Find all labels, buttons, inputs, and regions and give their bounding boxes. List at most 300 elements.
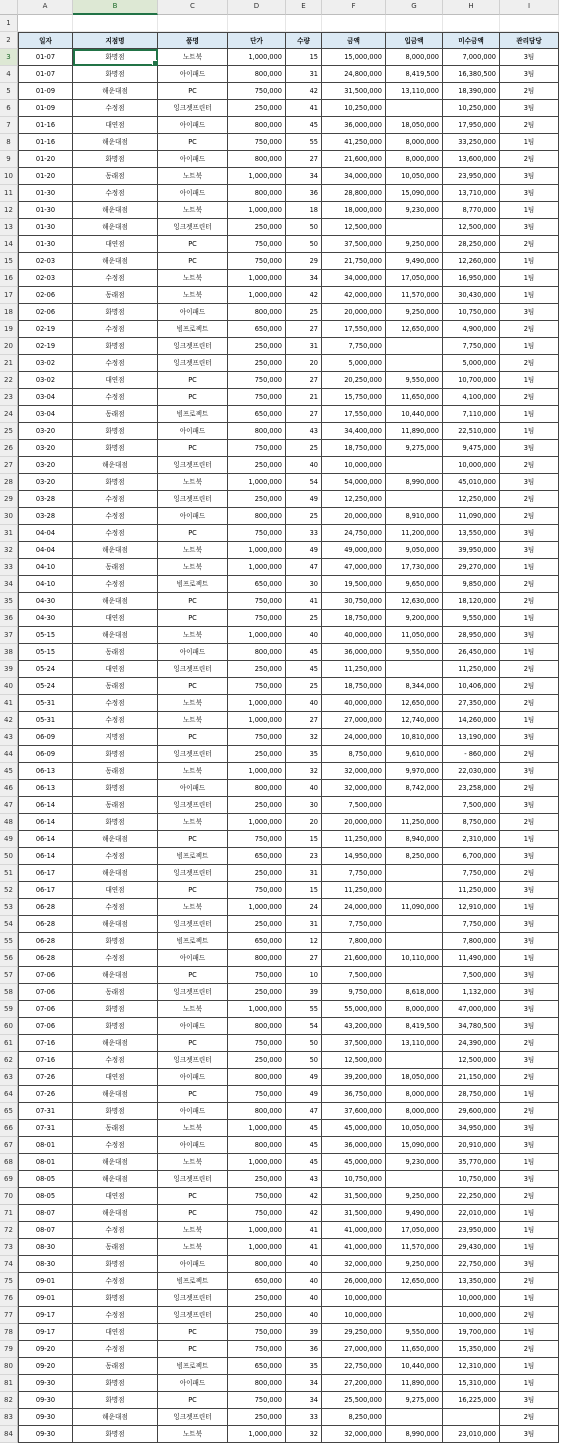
table-cell[interactable]: 750,000 [228, 440, 286, 457]
table-cell[interactable]: 800,000 [228, 644, 286, 661]
table-cell[interactable]: 35 [286, 746, 322, 763]
table-cell[interactable]: 1,000,000 [228, 763, 286, 780]
table-cell[interactable]: 2팀 [500, 117, 559, 134]
table-cell[interactable]: 5,000,000 [443, 355, 500, 372]
table-cell[interactable]: 2팀 [500, 457, 559, 474]
table-cell[interactable]: 05-15 [18, 644, 73, 661]
row-number[interactable]: 78 [0, 1324, 18, 1341]
table-cell[interactable]: 2팀 [500, 1409, 559, 1426]
table-cell[interactable]: 08-07 [18, 1205, 73, 1222]
table-cell[interactable]: 40 [286, 1256, 322, 1273]
table-cell[interactable]: 해운대점 [73, 202, 158, 219]
table-cell[interactable]: 아이패드 [158, 423, 228, 440]
table-cell[interactable]: 750,000 [228, 253, 286, 270]
table-cell[interactable]: 750,000 [228, 729, 286, 746]
row-number[interactable]: 9 [0, 151, 18, 168]
table-cell[interactable]: 47 [286, 1103, 322, 1120]
table-cell[interactable]: 01-07 [18, 66, 73, 83]
row-number[interactable]: 40 [0, 678, 18, 695]
table-cell[interactable]: 42 [286, 1188, 322, 1205]
table-cell[interactable]: 2팀 [500, 695, 559, 712]
table-cell[interactable]: 화명점 [73, 440, 158, 457]
table-cell[interactable]: 37,500,000 [322, 1035, 386, 1052]
table-cell[interactable]: 화명점 [73, 151, 158, 168]
table-cell[interactable]: 28,800,000 [322, 185, 386, 202]
table-cell[interactable]: 3팀 [500, 49, 559, 66]
table-cell[interactable]: 13,350,000 [443, 1273, 500, 1290]
table-cell[interactable] [386, 219, 443, 236]
table-cell[interactable]: 대연점 [73, 1324, 158, 1341]
table-cell[interactable]: 화명점 [73, 474, 158, 491]
table-cell[interactable]: 12,630,000 [386, 593, 443, 610]
table-cell[interactable]: 25,500,000 [322, 1392, 386, 1409]
table-cell[interactable]: 10,440,000 [386, 406, 443, 423]
row-number[interactable]: 12 [0, 202, 18, 219]
table-cell[interactable]: 4,100,000 [443, 389, 500, 406]
table-cell[interactable]: 42 [286, 83, 322, 100]
table-cell[interactable]: 20,250,000 [322, 372, 386, 389]
table-cell[interactable]: 47,000,000 [443, 1001, 500, 1018]
table-cell[interactable]: 01-30 [18, 236, 73, 253]
table-cell[interactable]: 3팀 [500, 1137, 559, 1154]
table-cell[interactable]: 12,500,000 [443, 219, 500, 236]
table-cell[interactable]: 잉크젯프린터 [158, 797, 228, 814]
table-cell[interactable]: 화명점 [73, 49, 158, 66]
table-cell[interactable]: 08-01 [18, 1154, 73, 1171]
table-cell[interactable]: 49 [286, 542, 322, 559]
table-cell[interactable]: 1,000,000 [228, 559, 286, 576]
table-cell[interactable]: 25 [286, 440, 322, 457]
table-cell[interactable] [386, 916, 443, 933]
table-cell[interactable]: 19,700,000 [443, 1324, 500, 1341]
table-cell[interactable]: 동래점 [73, 797, 158, 814]
table-cell[interactable] [386, 355, 443, 372]
table-cell[interactable]: 30 [286, 576, 322, 593]
table-cell[interactable]: 03-20 [18, 423, 73, 440]
table-cell[interactable]: 7,750,000 [322, 865, 386, 882]
table-cell[interactable]: 17,950,000 [443, 117, 500, 134]
table-cell[interactable]: 36 [286, 1341, 322, 1358]
row-number[interactable]: 3 [0, 49, 18, 66]
table-cell[interactable]: 잉크젯프린터 [158, 355, 228, 372]
table-cell[interactable]: 27 [286, 950, 322, 967]
table-cell[interactable]: 250,000 [228, 457, 286, 474]
table-cell[interactable]: 14,260,000 [443, 712, 500, 729]
table-cell[interactable]: 3팀 [500, 440, 559, 457]
table-cell[interactable]: 잉크젯프린터 [158, 746, 228, 763]
table-cell[interactable]: 01-07 [18, 49, 73, 66]
table-cell[interactable]: 수정점 [73, 1052, 158, 1069]
table-cell[interactable]: 45 [286, 1154, 322, 1171]
table-cell[interactable]: 45,000,000 [322, 1154, 386, 1171]
table-cell[interactable]: 24,390,000 [443, 1035, 500, 1052]
table-cell[interactable]: 03-28 [18, 491, 73, 508]
table-cell[interactable]: 2팀 [500, 678, 559, 695]
row-number[interactable]: 82 [0, 1392, 18, 1409]
row-number[interactable]: 10 [0, 168, 18, 185]
table-cell[interactable]: 수정점 [73, 491, 158, 508]
table-cell[interactable]: 대연점 [73, 372, 158, 389]
empty-cell[interactable] [500, 15, 559, 32]
table-cell[interactable]: 29,430,000 [443, 1239, 500, 1256]
table-cell[interactable]: 250,000 [228, 865, 286, 882]
table-cell[interactable]: 1팀 [500, 1086, 559, 1103]
table-cell[interactable]: 45 [286, 661, 322, 678]
empty-cell[interactable] [443, 15, 500, 32]
table-cell[interactable]: 21,750,000 [322, 253, 386, 270]
table-cell[interactable]: 해운대점 [73, 253, 158, 270]
row-number[interactable]: 84 [0, 1426, 18, 1443]
table-cell[interactable]: 33 [286, 525, 322, 542]
table-cell[interactable]: 27,200,000 [322, 1375, 386, 1392]
table-cell[interactable]: 24,750,000 [322, 525, 386, 542]
table-cell[interactable]: 동래점 [73, 644, 158, 661]
table-cell[interactable]: 16,225,000 [443, 1392, 500, 1409]
table-cell[interactable]: 31,500,000 [322, 83, 386, 100]
table-cell[interactable]: 2팀 [500, 236, 559, 253]
table-cell[interactable]: 7,500,000 [322, 967, 386, 984]
table-cell[interactable]: 1,000,000 [228, 1222, 286, 1239]
table-cell[interactable]: 3팀 [500, 1001, 559, 1018]
table-cell[interactable]: 1,000,000 [228, 542, 286, 559]
table-cell[interactable]: 800,000 [228, 780, 286, 797]
table-cell[interactable]: 대연점 [73, 661, 158, 678]
table-cell[interactable]: 아이패드 [158, 1256, 228, 1273]
table-cell[interactable]: 노트북 [158, 1120, 228, 1137]
row-number[interactable]: 38 [0, 644, 18, 661]
table-cell[interactable]: 750,000 [228, 372, 286, 389]
table-cell[interactable]: 25 [286, 508, 322, 525]
table-cell[interactable]: 27,000,000 [322, 712, 386, 729]
table-cell[interactable]: 17,730,000 [386, 559, 443, 576]
table-cell[interactable]: 1,000,000 [228, 627, 286, 644]
row-number[interactable]: 32 [0, 542, 18, 559]
table-cell[interactable]: 7,750,000 [443, 916, 500, 933]
table-cell[interactable]: 잉크젯프린터 [158, 916, 228, 933]
table-cell[interactable]: 22,510,000 [443, 423, 500, 440]
table-cell[interactable]: 7,500,000 [443, 797, 500, 814]
table-cell[interactable]: 12,250,000 [443, 491, 500, 508]
table-cell[interactable]: 1팀 [500, 1358, 559, 1375]
table-cell[interactable]: 수정점 [73, 1222, 158, 1239]
row-number[interactable]: 15 [0, 253, 18, 270]
table-cell[interactable]: 45 [286, 117, 322, 134]
table-cell[interactable]: 1팀 [500, 253, 559, 270]
table-cell[interactable]: 06-13 [18, 780, 73, 797]
table-cell[interactable]: 750,000 [228, 525, 286, 542]
table-cell[interactable]: 잉크젯프린터 [158, 338, 228, 355]
table-cell[interactable]: 03-20 [18, 457, 73, 474]
row-number[interactable]: 23 [0, 389, 18, 406]
table-cell[interactable]: 7,000,000 [443, 49, 500, 66]
table-cell[interactable]: 수정점 [73, 1341, 158, 1358]
row-number[interactable]: 34 [0, 576, 18, 593]
table-cell[interactable]: 1,000,000 [228, 270, 286, 287]
table-cell[interactable]: 23,950,000 [443, 1222, 500, 1239]
table-cell[interactable]: 2팀 [500, 593, 559, 610]
table-cell[interactable]: 34 [286, 270, 322, 287]
table-cell[interactable]: 41 [286, 100, 322, 117]
column-header-e[interactable]: E [286, 0, 322, 15]
table-cell[interactable]: 06-28 [18, 950, 73, 967]
table-cell[interactable]: 750,000 [228, 1324, 286, 1341]
table-cell[interactable]: 노트북 [158, 474, 228, 491]
table-cell[interactable]: 250,000 [228, 1290, 286, 1307]
row-number[interactable]: 8 [0, 134, 18, 151]
table-cell[interactable]: 37,500,000 [322, 236, 386, 253]
table-cell[interactable]: PC [158, 678, 228, 695]
table-cell[interactable]: 09-30 [18, 1426, 73, 1443]
table-cell[interactable]: 해운대점 [73, 593, 158, 610]
table-cell[interactable]: 750,000 [228, 610, 286, 627]
table-cell[interactable]: 7,110,000 [443, 406, 500, 423]
row-number[interactable]: 47 [0, 797, 18, 814]
table-cell[interactable]: 250,000 [228, 1409, 286, 1426]
table-cell[interactable]: 06-14 [18, 814, 73, 831]
row-number[interactable]: 29 [0, 491, 18, 508]
table-cell[interactable]: 7,800,000 [443, 933, 500, 950]
table-cell[interactable]: 06-17 [18, 865, 73, 882]
table-cell[interactable]: 16,950,000 [443, 270, 500, 287]
table-cell[interactable]: 06-17 [18, 882, 73, 899]
table-cell[interactable]: 01-30 [18, 219, 73, 236]
table-cell[interactable]: 9,850,000 [443, 576, 500, 593]
table-cell[interactable]: 10,750,000 [322, 1171, 386, 1188]
row-number[interactable]: 2 [0, 32, 18, 49]
empty-cell[interactable] [386, 15, 443, 32]
table-cell[interactable]: 02-06 [18, 304, 73, 321]
table-cell[interactable]: 수정점 [73, 1273, 158, 1290]
table-cell[interactable]: 9,550,000 [386, 372, 443, 389]
row-number[interactable]: 26 [0, 440, 18, 457]
table-cell[interactable]: 10,250,000 [443, 100, 500, 117]
table-cell[interactable]: 18,000,000 [322, 202, 386, 219]
table-cell[interactable]: 3팀 [500, 542, 559, 559]
column-header-h[interactable]: H [443, 0, 500, 15]
table-cell[interactable]: 06-28 [18, 899, 73, 916]
table-cell[interactable]: 50 [286, 1035, 322, 1052]
table-cell[interactable]: 지명점 [73, 729, 158, 746]
table-cell[interactable]: 대연점 [73, 236, 158, 253]
table-cell[interactable]: 12,310,000 [443, 1358, 500, 1375]
table-cell[interactable]: 24,000,000 [322, 899, 386, 916]
table-cell[interactable]: 29,270,000 [443, 559, 500, 576]
table-cell[interactable]: 해운대점 [73, 83, 158, 100]
table-cell[interactable]: 07-06 [18, 984, 73, 1001]
table-cell[interactable]: 10,440,000 [386, 1358, 443, 1375]
table-cell[interactable]: 9,650,000 [386, 576, 443, 593]
table-cell[interactable]: PC [158, 1086, 228, 1103]
table-cell[interactable]: 8,000,000 [386, 49, 443, 66]
table-cell[interactable]: 대연점 [73, 882, 158, 899]
table-cell[interactable]: 1,132,000 [443, 984, 500, 1001]
table-cell[interactable]: 34,950,000 [443, 1120, 500, 1137]
row-number[interactable]: 62 [0, 1052, 18, 1069]
table-cell[interactable]: 9,970,000 [386, 763, 443, 780]
table-cell[interactable]: 동래점 [73, 1239, 158, 1256]
table-cell[interactable]: 1팀 [500, 1222, 559, 1239]
table-cell[interactable]: 9,490,000 [386, 1205, 443, 1222]
table-cell[interactable]: 2팀 [500, 780, 559, 797]
table-cell[interactable]: 800,000 [228, 185, 286, 202]
table-cell[interactable]: 35 [286, 1358, 322, 1375]
table-cell[interactable]: 27 [286, 321, 322, 338]
table-cell[interactable]: 29,250,000 [322, 1324, 386, 1341]
table-cell[interactable]: 해운대점 [73, 1409, 158, 1426]
table-cell[interactable]: PC [158, 593, 228, 610]
table-cell[interactable]: 잉크젯프린터 [158, 457, 228, 474]
table-cell[interactable]: 수정점 [73, 321, 158, 338]
table-cell[interactable]: 15,090,000 [386, 185, 443, 202]
table-cell[interactable]: 750,000 [228, 83, 286, 100]
table-cell[interactable]: 05-31 [18, 695, 73, 712]
column-header-g[interactable]: G [386, 0, 443, 15]
table-cell[interactable]: 800,000 [228, 66, 286, 83]
row-number[interactable]: 61 [0, 1035, 18, 1052]
table-cell[interactable]: 36,000,000 [322, 1137, 386, 1154]
table-cell[interactable]: 22,750,000 [322, 1358, 386, 1375]
table-cell[interactable]: 8,419,500 [386, 1018, 443, 1035]
table-cell[interactable]: 아이패드 [158, 1375, 228, 1392]
table-cell[interactable]: 02-19 [18, 338, 73, 355]
table-cell[interactable]: PC [158, 525, 228, 542]
table-cell[interactable]: 17,550,000 [322, 321, 386, 338]
row-number[interactable]: 56 [0, 950, 18, 967]
table-cell[interactable]: 3팀 [500, 797, 559, 814]
table-cell[interactable]: 36,000,000 [322, 117, 386, 134]
table-cell[interactable]: 10,110,000 [386, 950, 443, 967]
table-cell[interactable]: 3팀 [500, 1120, 559, 1137]
table-cell[interactable]: 해운대점 [73, 865, 158, 882]
table-cell[interactable]: 1팀 [500, 270, 559, 287]
table-cell[interactable]: 800,000 [228, 1137, 286, 1154]
table-cell[interactable]: 41,000,000 [322, 1222, 386, 1239]
table-cell[interactable]: 2팀 [500, 355, 559, 372]
table-cell[interactable]: 11,200,000 [386, 525, 443, 542]
table-cell[interactable]: 8,940,000 [386, 831, 443, 848]
table-cell[interactable]: 31,500,000 [322, 1205, 386, 1222]
table-cell[interactable]: 화명점 [73, 1001, 158, 1018]
table-cell[interactable]: 1팀 [500, 559, 559, 576]
table-cell[interactable]: 11,570,000 [386, 287, 443, 304]
table-cell[interactable]: 1,000,000 [228, 695, 286, 712]
table-cell[interactable]: 3팀 [500, 627, 559, 644]
table-cell[interactable]: 27 [286, 151, 322, 168]
table-cell[interactable] [386, 491, 443, 508]
table-cell[interactable]: 9,230,000 [386, 202, 443, 219]
table-cell[interactable]: 대연점 [73, 1188, 158, 1205]
table-cell[interactable]: 54,000,000 [322, 474, 386, 491]
table-cell[interactable] [386, 1409, 443, 1426]
table-cell[interactable]: 36,750,000 [322, 1086, 386, 1103]
row-number[interactable]: 37 [0, 627, 18, 644]
table-cell[interactable]: 3팀 [500, 1256, 559, 1273]
table-cell[interactable]: 12,260,000 [443, 253, 500, 270]
table-cell[interactable]: 1팀 [500, 202, 559, 219]
table-cell[interactable]: 28,250,000 [443, 236, 500, 253]
table-cell[interactable]: 18,750,000 [322, 678, 386, 695]
table-cell[interactable]: 1,000,000 [228, 814, 286, 831]
table-cell[interactable] [386, 797, 443, 814]
table-cell[interactable]: 1팀 [500, 1290, 559, 1307]
table-cell[interactable]: 11,250,000 [386, 814, 443, 831]
table-cell[interactable]: 47 [286, 559, 322, 576]
table-cell[interactable]: 해운대점 [73, 627, 158, 644]
row-number[interactable]: 83 [0, 1409, 18, 1426]
column-header-f[interactable]: F [322, 0, 386, 15]
table-cell[interactable]: 49 [286, 1086, 322, 1103]
table-cell[interactable]: 노트북 [158, 814, 228, 831]
table-cell[interactable]: 12,650,000 [386, 695, 443, 712]
table-cell[interactable]: 7,750,000 [322, 338, 386, 355]
table-cell[interactable]: 동래점 [73, 287, 158, 304]
table-cell[interactable]: 노트북 [158, 287, 228, 304]
table-cell[interactable]: 18,750,000 [322, 610, 386, 627]
table-cell[interactable]: 아이패드 [158, 508, 228, 525]
table-cell[interactable]: 11,250,000 [322, 661, 386, 678]
table-cell[interactable]: 03-02 [18, 355, 73, 372]
table-cell[interactable]: 33,250,000 [443, 134, 500, 151]
table-cell[interactable]: PC [158, 134, 228, 151]
row-number[interactable]: 4 [0, 66, 18, 83]
row-number[interactable]: 48 [0, 814, 18, 831]
table-cell[interactable]: 35,770,000 [443, 1154, 500, 1171]
table-cell[interactable]: 2팀 [500, 1035, 559, 1052]
table-cell[interactable]: 23,258,000 [443, 780, 500, 797]
table-cell[interactable]: 09-01 [18, 1273, 73, 1290]
table-cell[interactable]: 24 [286, 899, 322, 916]
table-cell[interactable] [386, 661, 443, 678]
row-number[interactable]: 21 [0, 355, 18, 372]
select-all-corner[interactable] [0, 0, 18, 15]
table-cell[interactable]: 28,750,000 [443, 1086, 500, 1103]
table-cell[interactable]: 8,750,000 [322, 746, 386, 763]
table-cell[interactable]: 800,000 [228, 151, 286, 168]
table-cell[interactable]: 1,000,000 [228, 1239, 286, 1256]
table-cell[interactable]: 15,750,000 [322, 389, 386, 406]
table-cell[interactable]: 수정점 [73, 695, 158, 712]
table-cell[interactable]: 1팀 [500, 338, 559, 355]
table-cell[interactable]: 39,950,000 [443, 542, 500, 559]
table-cell[interactable]: 18,120,000 [443, 593, 500, 610]
table-cell[interactable]: 해운대점 [73, 1205, 158, 1222]
table-cell[interactable]: 40 [286, 1290, 322, 1307]
table-cell[interactable]: 800,000 [228, 117, 286, 134]
row-number[interactable]: 65 [0, 1103, 18, 1120]
table-cell[interactable]: 36 [286, 185, 322, 202]
table-cell[interactable]: 09-30 [18, 1409, 73, 1426]
table-cell[interactable]: 2팀 [500, 1273, 559, 1290]
table-cell[interactable]: 22,010,000 [443, 1205, 500, 1222]
table-cell[interactable]: 54 [286, 1018, 322, 1035]
table-cell[interactable]: 3팀 [500, 1426, 559, 1443]
table-cell[interactable]: 11,490,000 [443, 950, 500, 967]
table-cell[interactable]: 10,000,000 [443, 1307, 500, 1324]
table-cell[interactable]: 18,050,000 [386, 1069, 443, 1086]
row-number[interactable]: 76 [0, 1290, 18, 1307]
table-cell[interactable]: 노트북 [158, 559, 228, 576]
table-cell[interactable]: 25 [286, 610, 322, 627]
table-cell[interactable]: PC [158, 83, 228, 100]
table-cell[interactable]: 03-04 [18, 389, 73, 406]
table-cell[interactable]: 해운대점 [73, 134, 158, 151]
table-cell[interactable]: 21,150,000 [443, 1069, 500, 1086]
column-header-d[interactable]: D [228, 0, 286, 15]
row-number[interactable]: 60 [0, 1018, 18, 1035]
table-cell[interactable]: 10,000,000 [322, 457, 386, 474]
empty-cell[interactable] [228, 15, 286, 32]
table-cell[interactable]: 노트북 [158, 627, 228, 644]
